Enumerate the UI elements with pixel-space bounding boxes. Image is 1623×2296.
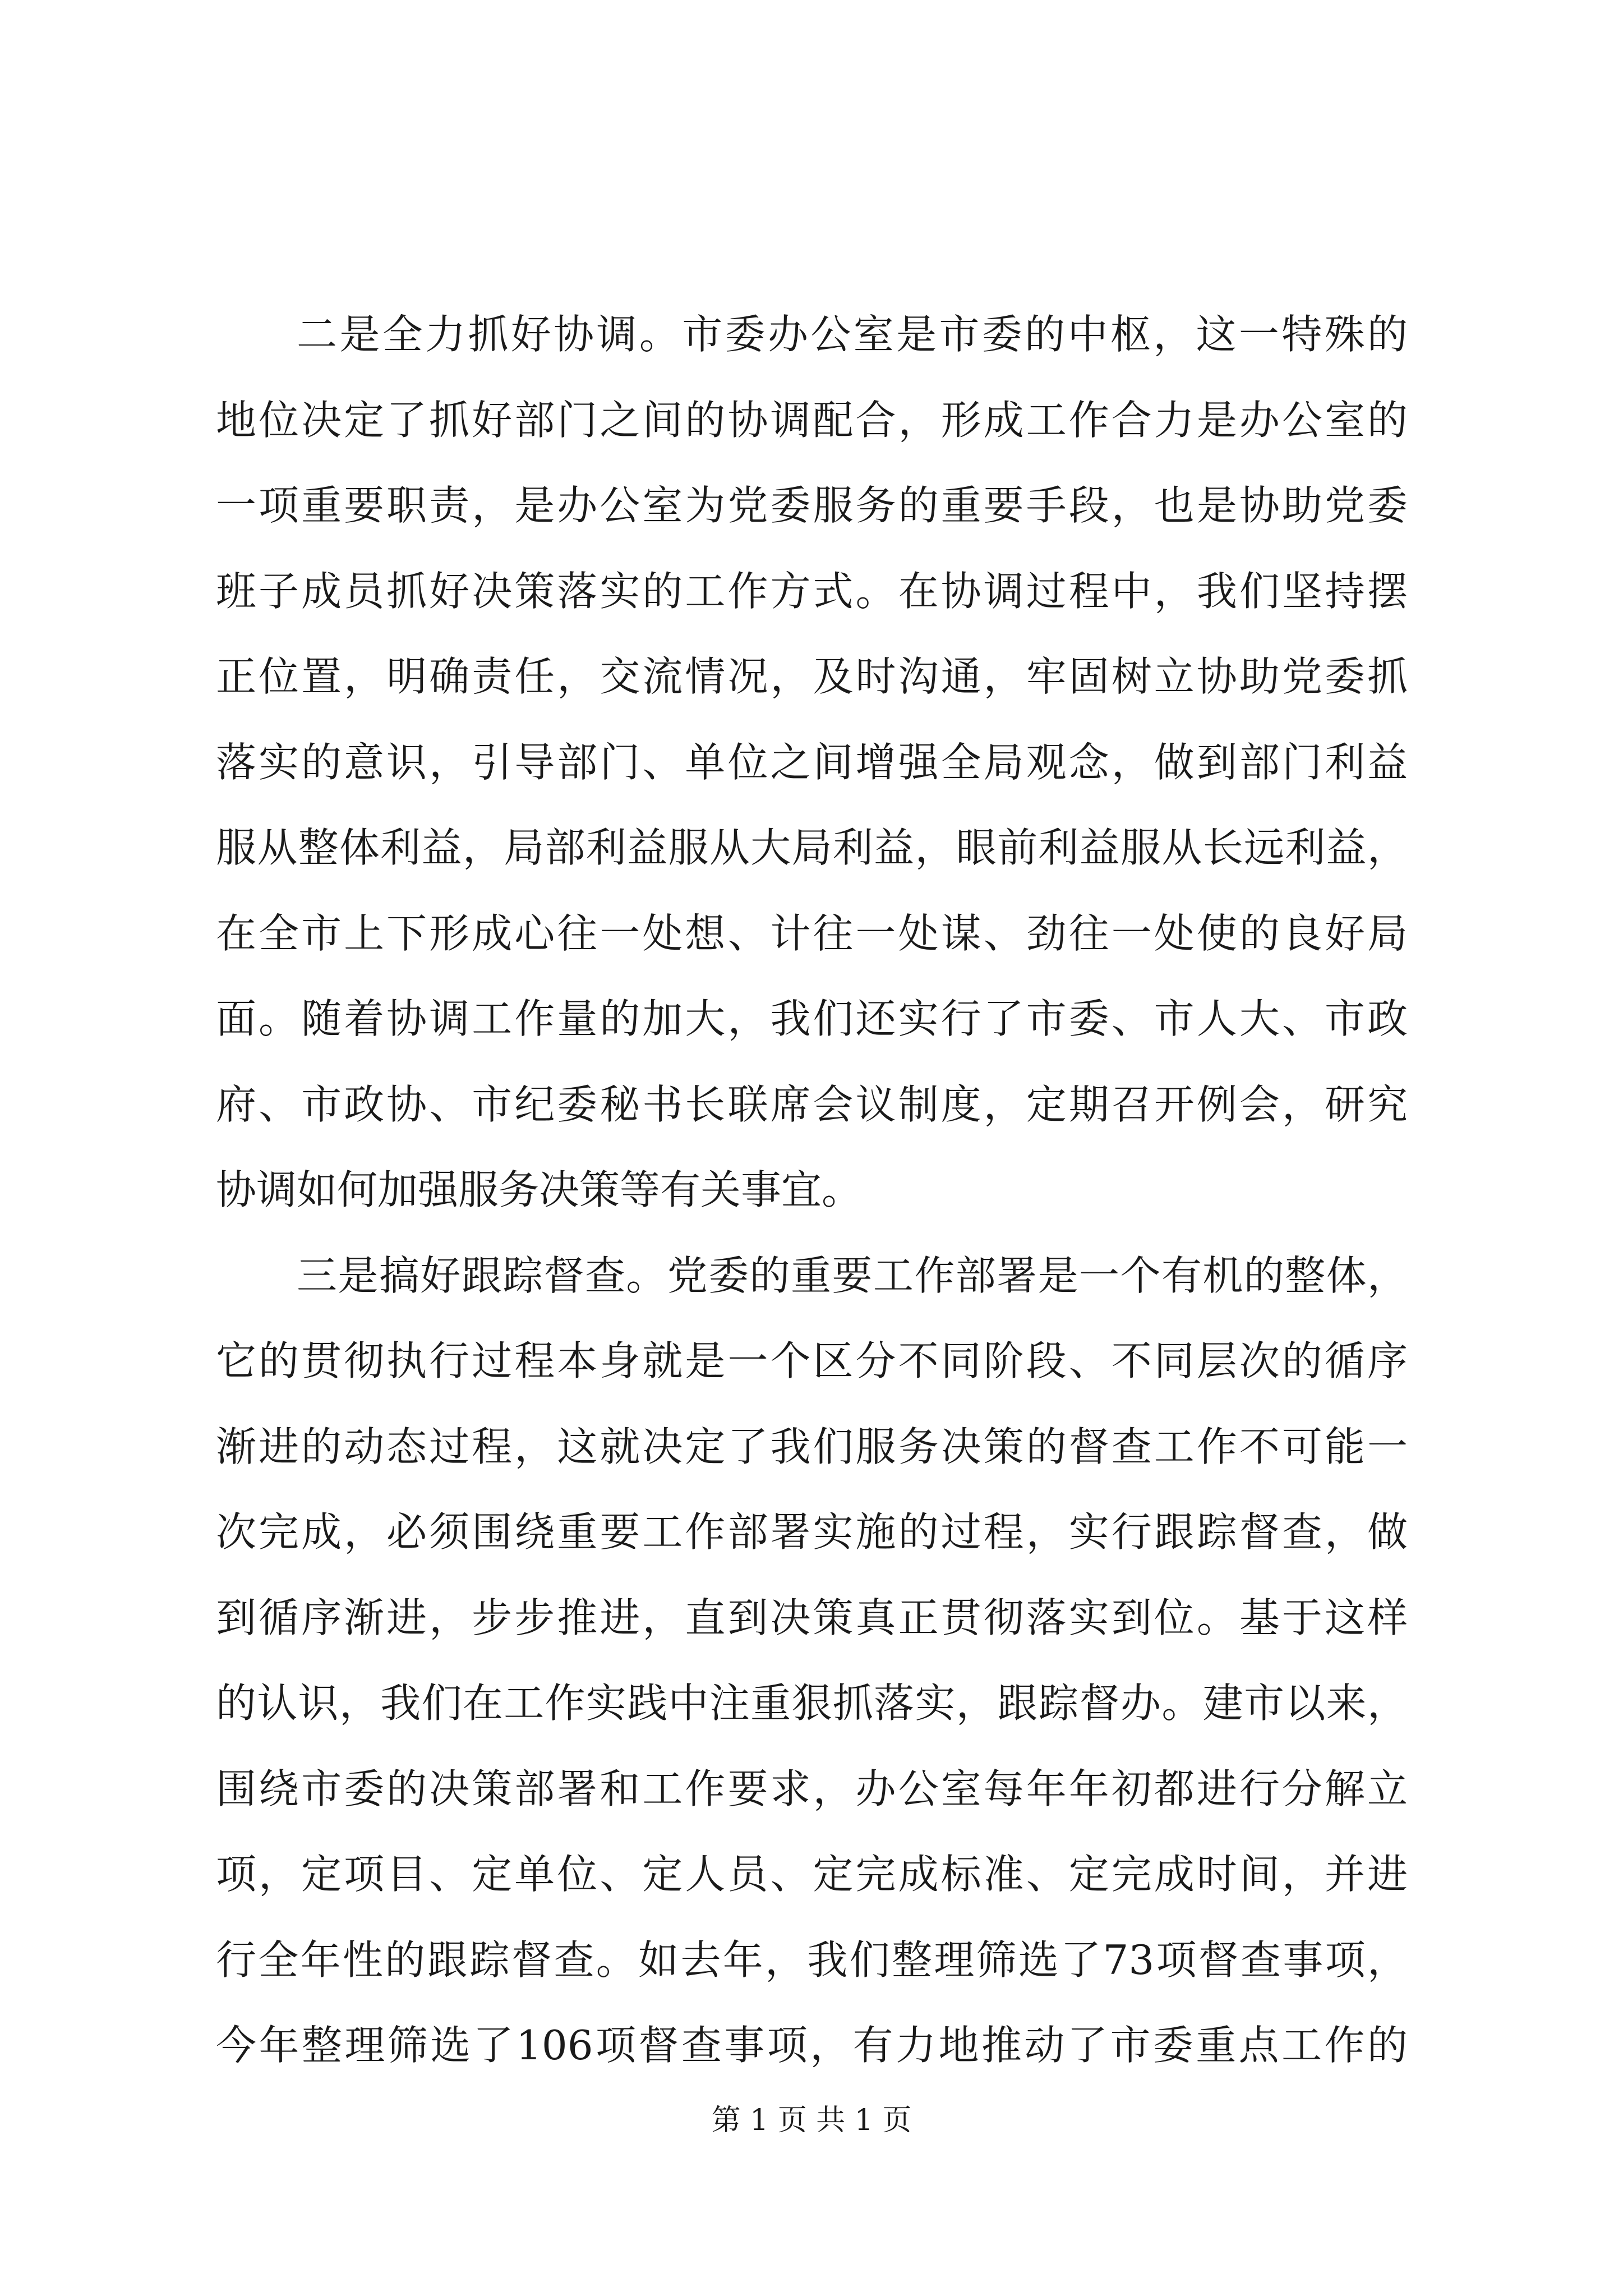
document-body [216, 292, 1408, 2088]
paragraph-1 [216, 292, 1408, 1233]
text-line: 它的贯彻执行过程本身就是一个区分不同阶段、不同层次的循序 [216, 1337, 1408, 1384]
text-line: 府、市政协、市纪委秘书长联席会议制度，定期召开例会，研究 [216, 1080, 1408, 1128]
text-line: 今年整理筛选了106项督查事项，有力地推动了市委重点工作的 [216, 2022, 1408, 2069]
text-line: 班子成员抓好决策落实的工作方式。在协调过程中，我们坚持摆 [216, 567, 1408, 615]
text-line: 行全年性的跟踪督查。如去年，我们整理筛选了73项督查事项， [216, 1936, 1408, 1984]
text-line: 落实的意识，引导部门、单位之间增强全局观念，做到部门利益 [216, 738, 1408, 786]
text-line: 项，定项目、定单位、定人员、定完成标准、定完成时间，并进 [216, 1851, 1408, 1898]
text-line: 在全市上下形成心往一处想、计往一处谋、劲往一处使的良好局 [216, 909, 1408, 957]
text-line: 次完成，必须围绕重要工作部署实施的过程，实行跟踪督查，做 [216, 1508, 1408, 1556]
text-line: 正位置，明确责任，交流情况，及时沟通，牢固树立协助党委抓 [216, 653, 1408, 700]
text-line: 三是搞好跟踪督查。党委的重要工作部署是一个有机的整体， [297, 1251, 1408, 1299]
text-line: 地位决定了抓好部门之间的协调配合，形成工作合力是办公室的 [216, 396, 1408, 444]
paragraph-2 [216, 1233, 1408, 2088]
text-line: 二是全力抓好协调。市委办公室是市委的中枢，这一特殊的 [297, 311, 1408, 358]
text-line: 到循序渐进，步步推进，直到决策真正贯彻落实到位。基于这样 [216, 1594, 1408, 1641]
text-line: 围绕市委的决策部署和工作要求，办公室每年年初都进行分解立 [216, 1765, 1408, 1812]
text-line: 面。随着协调工作量的加大，我们还实行了市委、市人大、市政 [216, 995, 1408, 1042]
text-line: 服从整体利益，局部利益服从大局利益，眼前利益服从长远利益， [216, 824, 1408, 871]
text-line: 协调如何加强服务决策等有关事宜。 [216, 1166, 863, 1213]
page-number-footer: 第 1 页 共 1 页 [711, 2104, 912, 2137]
text-line: 的认识，我们在工作实践中注重狠抓落实，跟踪督办。建市以来， [216, 1680, 1408, 1727]
text-line: 渐进的动态过程，这就决定了我们服务决策的督查工作不可能一 [216, 1423, 1408, 1470]
text-line: 一项重要职责，是办公室为党委服务的重要手段，也是协助党委 [216, 482, 1408, 529]
